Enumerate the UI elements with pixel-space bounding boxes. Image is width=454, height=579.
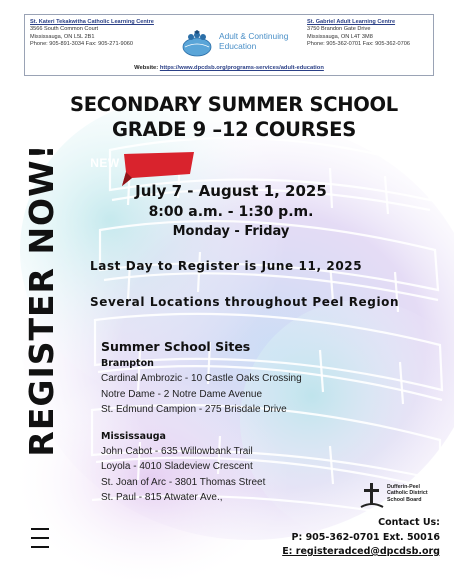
list-item: John Cabot - 635 Willowbank Trail (101, 445, 253, 457)
list-item: St. Paul - 815 Atwater Ave., (101, 492, 223, 503)
title-line1: SECONDARY SUMMER SCHOOL (70, 93, 398, 116)
contact-phone: P: 905-362-0701 Ext. 50016 (291, 531, 440, 543)
left-centre-address2: Mississauga, ON L5L 2B1 (30, 33, 95, 40)
board-line1: Dufferin-Peel (387, 484, 420, 490)
register-now-text: REGISTER NOW! (22, 143, 61, 457)
menu-lines-icon (31, 528, 49, 550)
logo-line2: Education (219, 41, 257, 51)
header-box (24, 14, 434, 76)
header-left-centre (30, 19, 180, 49)
session-time: 8:00 a.m. - 1:30 p.m. (148, 204, 314, 220)
adult-education-logo (177, 27, 305, 57)
title-line2: GRADE 9 –12 COURSES (112, 118, 356, 141)
contact-block (270, 516, 440, 560)
logo-line1: Adult & Continuing (219, 31, 289, 41)
website-label: Website: (134, 65, 159, 71)
left-centre-address1: 3566 South Common Court (30, 26, 99, 33)
list-item: Loyola - 4010 Sladeview Crescent (101, 461, 253, 472)
right-centre-address2: Mississauga, ON L4T 3M8 (307, 33, 373, 40)
contact-heading: Contact Us: (378, 517, 440, 528)
left-centre-phone: Phone: 905-891-3034 Fax: 905-271-9060 (30, 41, 133, 48)
region-brampton: Brampton (101, 358, 154, 369)
date-range: July 7 - August 1, 2025 (135, 182, 327, 200)
list-item: Cardinal Ambrozic - 10 Castle Oaks Crossing (101, 373, 302, 384)
right-centre-phone: Phone: 905-362-0701 Fax: 905-362-0706 (307, 41, 410, 48)
cross-emblem-icon (359, 481, 385, 511)
graduate-globe-icon (177, 27, 217, 57)
session-dates (116, 180, 346, 241)
school-board-logo (359, 481, 445, 513)
right-centre-address1: 3750 Brandon Gate Drive (307, 26, 371, 33)
locations-note: Several Locations throughout Peel Region (90, 295, 400, 309)
registration-deadline: Last Day to Register is June 11, 2025 (90, 259, 363, 273)
header-right-centre (307, 19, 431, 49)
new-badge-label: NEW (90, 156, 120, 170)
list-item: St. Joan of Arc - 3801 Thomas Street (101, 476, 266, 488)
contact-email[interactable]: E: registeradced@dpcdsb.org (282, 546, 440, 557)
summer-school-sites (101, 337, 401, 506)
website-link[interactable]: https://www.dpcdsb.org/programs-services/adult-education (159, 65, 324, 71)
session-days: Monday - Friday (172, 224, 290, 239)
board-line3: School Board (387, 496, 422, 503)
list-item: St. Edmund Campion - 275 Brisdale Drive (101, 404, 287, 415)
right-centre-name: St. Gabriel Adult Learning Centre (307, 19, 396, 25)
region-mississauga: Mississauga (101, 430, 166, 442)
page-title (24, 92, 444, 142)
website-line (25, 65, 433, 71)
list-item: Notre Dame - 2 Notre Dame Avenue (101, 388, 263, 400)
sites-title: Summer School Sites (101, 339, 251, 354)
board-line2: Catholic District (387, 490, 428, 497)
left-centre-name: St. Kateri Tekakwitha Catholic Learning Centre (30, 19, 154, 25)
